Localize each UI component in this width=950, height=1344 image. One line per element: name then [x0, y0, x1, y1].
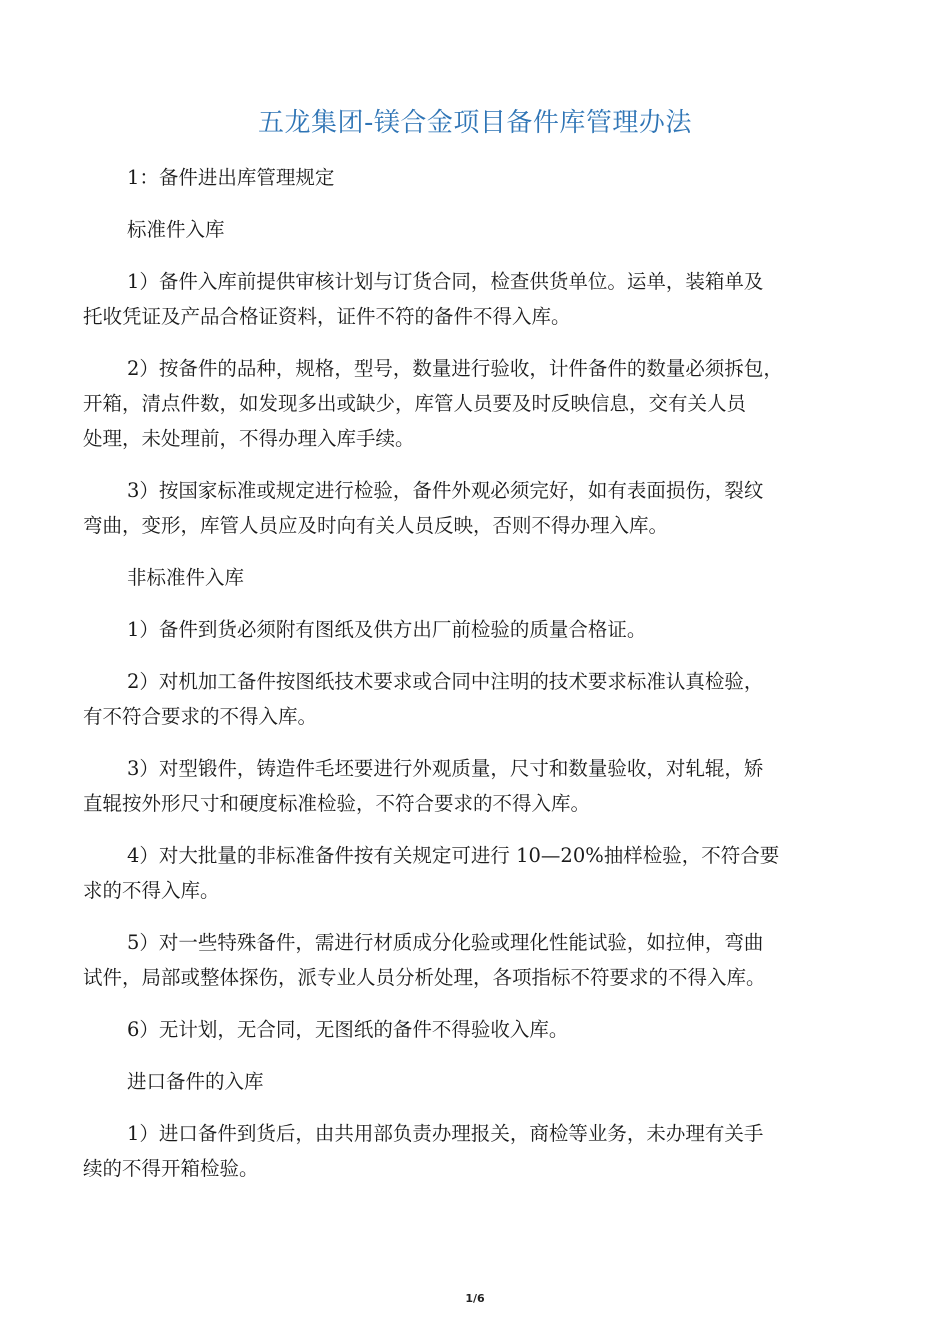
- text-line: 1：备件进出库管理规定: [127, 166, 335, 189]
- paragraph: [83, 473, 863, 543]
- text-line: 求的不得入库。: [83, 879, 220, 902]
- text-line: 处理，未处理前，不得办理入库手续。: [83, 427, 415, 450]
- text-line: 5）对一些特殊备件，需进行材质成分化验或理化性能试验，如拉伸，弯曲: [127, 931, 764, 954]
- text-line: 弯曲，变形，库管人员应及时向有关人员反映，否则不得办理入库。: [83, 514, 669, 537]
- text-line: 3）对型锻件，铸造件毛坯要进行外观质量，尺寸和数量验收，对轧辊，矫: [127, 757, 764, 780]
- paragraph: [83, 612, 863, 647]
- text-line: 托收凭证及产品合格证资料，证件不符的备件不得入库。: [83, 305, 571, 328]
- text-line: 1）进口备件到货后，由共用部负责办理报关，商检等业务，未办理有关手: [127, 1122, 764, 1145]
- text-line: 标准件入库: [127, 218, 225, 241]
- text-line: 4）对大批量的非标准备件按有关规定可进行 10—20%抽样检验，不符合要: [127, 844, 780, 867]
- document-body: [83, 160, 863, 1203]
- paragraph: [83, 838, 863, 908]
- paragraph: [83, 264, 863, 334]
- paragraph: [83, 160, 863, 195]
- text-line: 试件，局部或整体探伤，派专业人员分析处理，各项指标不符要求的不得入库。: [83, 966, 766, 989]
- paragraph: [83, 1064, 863, 1099]
- paragraph: [83, 664, 863, 734]
- paragraph: [83, 751, 863, 821]
- text-line: 开箱，清点件数，如发现多出或缺少，库管人员要及时反映信息，交有关人员: [83, 392, 747, 415]
- paragraph: [83, 925, 863, 995]
- text-line: 有不符合要求的不得入库。: [83, 705, 318, 728]
- text-line: 1）备件入库前提供审核计划与订货合同，检查供货单位。运单，装箱单及: [127, 270, 764, 293]
- text-line: 6）无计划，无合同，无图纸的备件不得验收入库。: [127, 1018, 569, 1041]
- paragraph: [83, 212, 863, 247]
- page-number: 1/6: [465, 1292, 485, 1305]
- document-title: 五龙集团-镁合金项目备件库管理办法: [258, 108, 692, 138]
- text-line: 非标准件入库: [127, 566, 245, 589]
- text-line: 3）按国家标准或规定进行检验，备件外观必须完好，如有表面损伤，裂纹: [127, 479, 764, 502]
- text-line: 续的不得开箱检验。: [83, 1157, 259, 1180]
- paragraph: [83, 1012, 863, 1047]
- text-line: 2）按备件的品种，规格，型号，数量进行验收，计件备件的数量必须拆包，: [127, 357, 783, 380]
- text-line: 2）对机加工备件按图纸技术要求或合同中注明的技术要求标准认真检验，: [127, 670, 764, 693]
- text-line: 1）备件到货必须附有图纸及供方出厂前检验的质量合格证。: [127, 618, 647, 641]
- text-line: 直辊按外形尺寸和硬度标准检验，不符合要求的不得入库。: [83, 792, 591, 815]
- paragraph: [83, 1116, 863, 1186]
- paragraph: [83, 560, 863, 595]
- text-line: 进口备件的入库: [127, 1070, 264, 1093]
- paragraph: [83, 351, 863, 456]
